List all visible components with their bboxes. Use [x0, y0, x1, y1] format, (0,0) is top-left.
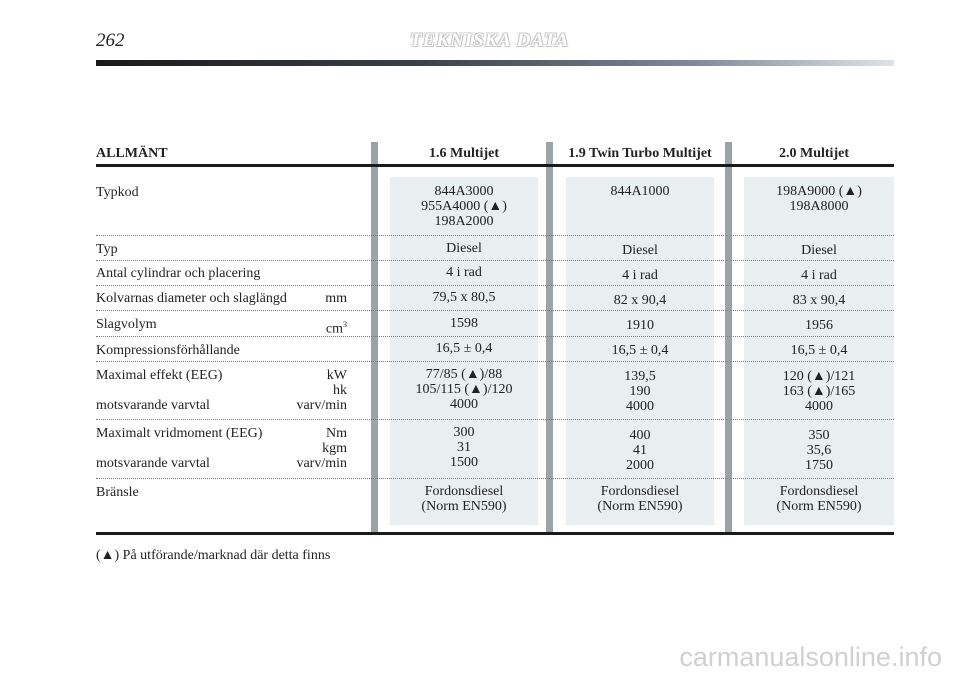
cell-1-6-typ: Diesel: [446, 241, 482, 256]
column-header-1-6: 1.6 Multijet: [429, 146, 499, 161]
cell-1-9-max-torque: 400 41 2000: [626, 428, 654, 473]
cell-1-9-fuel: Fordonsdiesel (Norm EN590): [597, 484, 683, 514]
cell-2-0-compression: 16,5 ± 0,4: [790, 343, 848, 358]
cell-2-0-typ: Diesel: [801, 243, 837, 258]
unit-torque: Nm kgm varv/min: [296, 426, 347, 471]
cell-1-6-cylinders: 4 i rad: [446, 265, 482, 280]
watermark: carmanualsonline.info: [679, 642, 942, 672]
cell-1-6-max-power: 77/85 (▲)/88 105/115 (▲)/120 4000: [415, 367, 513, 412]
cell-2-0-max-torque: 350 35,6 1750: [805, 428, 833, 473]
cell-1-9-compression: 16,5 ± 0,4: [611, 343, 669, 358]
column-header-2-0: 2.0 Multijet: [779, 146, 849, 161]
unit-cm3: $cm^3$: [325, 320, 347, 337]
row-label-max-torque: Maximalt vridmoment (EEG) motsvarande varvtal: [96, 426, 263, 471]
cell-1-9-max-power: 139,5 190 4000: [624, 369, 656, 414]
row-label-typkod: Typkod: [96, 185, 139, 200]
row-label-displacement: Slagvolym: [96, 317, 157, 332]
cell-2-0-displacement: 1956: [805, 318, 833, 333]
cell-2-0-fuel: Fordonsdiesel (Norm EN590): [776, 484, 862, 514]
row-divider: [96, 310, 894, 311]
column-separator: [371, 142, 378, 534]
cell-1-9-typ: Diesel: [622, 243, 658, 258]
cell-1-9-typkod: 844A1000: [610, 184, 670, 199]
header-rule: [96, 164, 894, 167]
row-divider: [96, 336, 894, 337]
cell-1-6-bore-stroke: 79,5 x 80,5: [432, 290, 496, 305]
unit-power: kW hk varv/min: [296, 368, 347, 413]
cell-1-6-fuel: Fordonsdiesel (Norm EN590): [421, 484, 507, 514]
row-divider: [96, 285, 894, 286]
row-label-max-power: Maximal effekt (EEG) motsvarande varvtal: [96, 368, 223, 413]
row-label-compression: Kompressionsförhållande: [96, 343, 240, 358]
cell-1-6-max-torque: 300 31 1500: [450, 425, 478, 470]
row-divider: [96, 361, 894, 362]
cell-1-9-displacement: 1910: [626, 318, 654, 333]
table-bottom-rule: [96, 532, 894, 535]
column-separator: [725, 142, 732, 534]
cell-1-6-displacement: 1598: [450, 316, 478, 331]
footnote: (▲) På utförande/marknad där detta finns: [96, 548, 331, 563]
cell-1-6-typkod: 844A3000 955A4000 (▲) 198A2000: [421, 184, 507, 229]
cell-2-0-typkod: 198A9000 (▲) 198A8000: [776, 184, 862, 214]
cell-1-9-cylinders: 4 i rad: [622, 268, 658, 283]
row-label-cylinders: Antal cylindrar och placering: [96, 266, 261, 281]
page-number: 262: [96, 30, 125, 51]
cell-2-0-bore-stroke: 83 x 90,4: [792, 293, 846, 308]
row-divider: [96, 235, 894, 236]
chapter-title: TEKNISKA DATA: [410, 30, 570, 51]
cell-2-0-cylinders: 4 i rad: [801, 268, 837, 283]
row-divider: [96, 478, 894, 479]
row-divider: [96, 419, 894, 420]
section-label: ALLMÄNT: [96, 146, 168, 161]
cell-2-0-max-power: 120 (▲)/121 163 (▲)/165 4000: [782, 369, 856, 414]
cell-1-6-compression: 16,5 ± 0,4: [435, 341, 493, 356]
row-label-fuel: Bränsle: [96, 485, 139, 500]
header-gradient-bar: [96, 60, 894, 66]
unit-mm: mm: [325, 291, 347, 306]
row-label-typ: Typ: [96, 242, 118, 257]
row-divider: [96, 260, 894, 261]
row-label-bore-stroke: Kolvarnas diameter och slaglängd: [96, 291, 287, 306]
cell-1-9-bore-stroke: 82 x 90,4: [613, 293, 667, 308]
column-separator: [546, 142, 553, 534]
column-header-1-9: 1.9 Twin Turbo Multijet: [568, 146, 712, 161]
